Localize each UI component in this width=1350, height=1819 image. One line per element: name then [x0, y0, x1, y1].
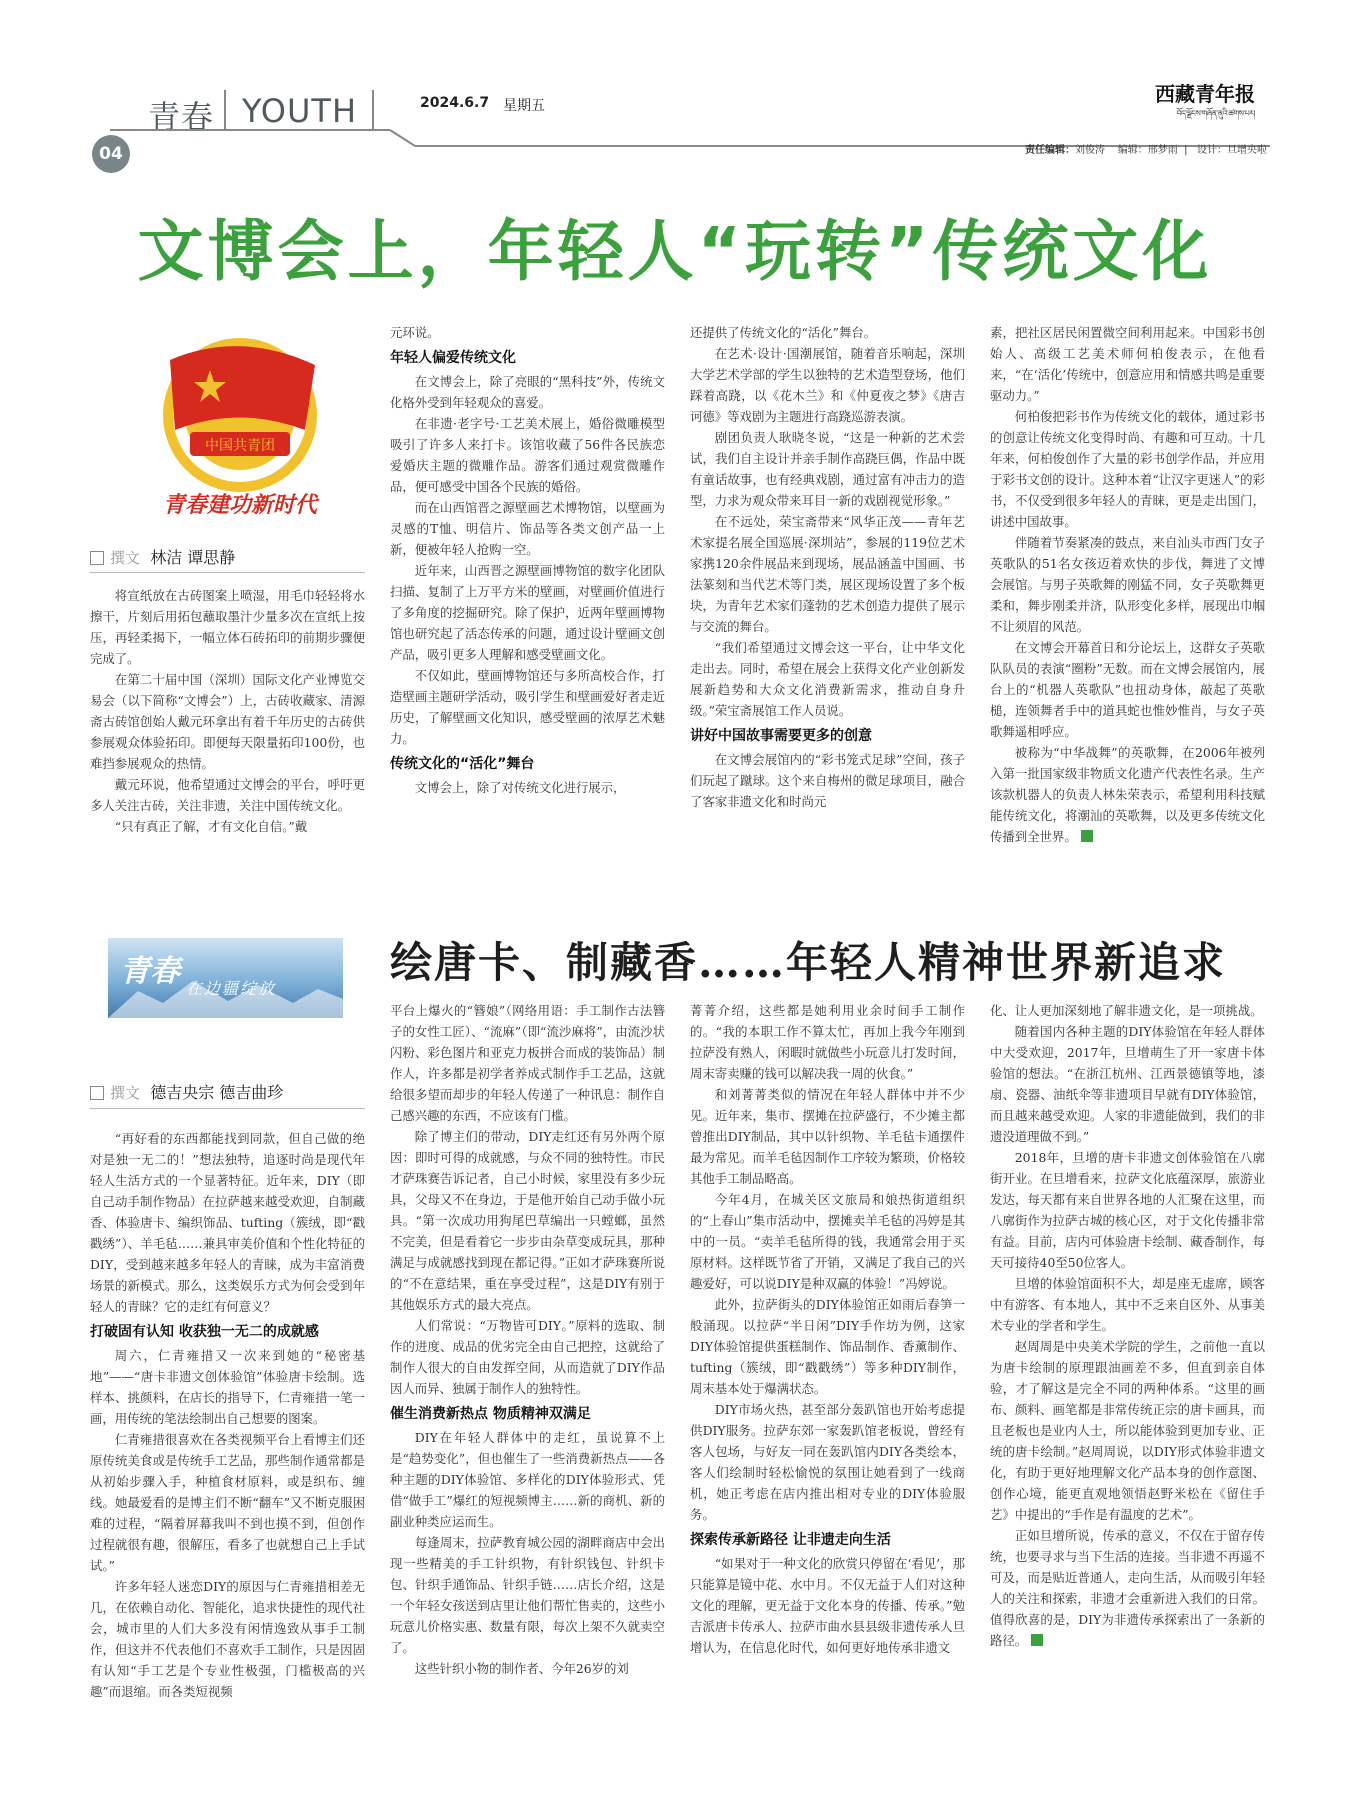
subheading: 年轻人偏爱传统文化	[390, 350, 516, 366]
article2-col4: 化、让人更加深刻地了解非遗文化，是一项挑战。 随着国内各种主题的DIY体验馆在年轻人群体中大受欢迎，2017年，旦增萌生了开一家唐卡体验馆的想法。“在浙江杭州、江西景德镇等地，漆扇、瓷器、油纸伞等非遗项目早就有DIY体验馆，而且越来越受欢迎。人家的非遗能做到，我们的非遗没道理做不到。” 2018年，旦增的唐卡非遗文创体验馆在八廓街开业。在旦增看来，拉萨文化底蕴深厚，旅游业发达，每天都有来自世界各地的人汇聚在这里，而八廓街作为拉萨古城的核心区，对于文化传播非常有益。目前，店内可体验唐卡绘制、藏香制作，每天可接待40至50位客人。 旦增的体验馆面积不大，却是座无虚席，顾客中有游客、有本地人，其中不乏来自区外、从事美术专业的学者和学生。 赵周周是中央美术学院的学生，之前他一直以为唐卡绘制的原理跟油画差不多，但直到亲自体验，才了解这是完全不同的两种体系。“这里的画布、颜料、画笔都是非常传统正宗的唐卡画具，而且老板也是业内人士，所以能体验到更加专业、正统的唐卡绘制。”赵周周说，以DIY形式体验非遗文化，有助于更好地理解文化产品本身的创作意图、创作心境，能更直观地领悟赵野米松在《留住手艺》中提出的“手作是有温度的艺术”。 正如旦增所说，传承的意义，不仅在于留存传统，也要寻求与当下生活的连接。当非遗不再遥不可及，而是贴近普通人，走向生活，从而吸引年轻人的关注和探索，非遗才会重新进入我们的日常。值得欣喜的是，DIY为非遗传承探索出了一条新的路径。	[990, 1003, 1265, 1648]
subheading: 探索传承新路径 让非遗走向生活	[690, 1532, 891, 1548]
article1-byline: 撰文 林洁 谭思静	[90, 545, 235, 568]
article2-headline: 绘唐卡、制藏香……年轻人精神世界新追求	[390, 938, 1227, 987]
logo-slogan: 青春建功新时代	[162, 492, 317, 518]
byline-rule	[90, 572, 365, 573]
credits: 责任编辑：刘俊涛 编辑：邢梦雨 | 设计：旦增央啦	[1025, 145, 1267, 156]
article1-col4: 素，把社区居民闲置微空间利用起来。中国彩书创始人、高级工艺美术师何柏俊表示，在他看来，“在‘活化’传统中，创意应用和情感共鸣是重要驱动力。” 何柏俊把彩书作为传统文化的载体，通过彩书的创意让传统文化变得时尚、有趣和可互动。十几年来，何柏俊创作了大量的彩书创学作品，并应用于彩书文创的设计。这种本着“让汉字更迷人”的彩书，不仅受到很多年轻人的青睐，更是走出国门，讲述中国故事。 伴随着节奏紧凑的鼓点，来自汕头市西门女子英歌队的51名女孩迈着欢快的步伐，舞进了文博会展馆。与男子英歌舞的刚猛不同，女子英歌舞更柔和，舞步刚柔并济，队形变化多样，展现出巾帼不让须眉的风范。 在文博会开幕首日和分论坛上，这群女子英歌队队员的表演“圈粉”无数。而在文博会展馆内，展台上的“机器人英歌队”也扭动身体，敲起了英歌槌，连领舞者手中的道具蛇也惟妙惟肖，与女子英歌舞遥相呼应。 被称为“中华战舞”的英歌舞，在2006年被列入第一批国家级非物质文化遗产代表性名录。生产该款机器人的负责人林朱荣表示，希望利用科技赋能传统文化，将潮汕的英歌舞，以及更多传统文化传播到全世界。	[990, 325, 1265, 844]
issue-weekday: 星期五	[503, 98, 545, 114]
subheading: 传统文化的“活化”舞台	[390, 756, 535, 772]
youth-league-logo	[130, 320, 350, 520]
subheading: 催生消费新热点 物质精神双满足	[390, 1406, 591, 1422]
section-name-en: YOUTH	[242, 92, 358, 130]
subheading: 打破固有认知 收获独一无二的成就感	[90, 1324, 319, 1340]
article2-col3: 菁菁介绍，这些都是她利用业余时间手工制作的。“我的本职工作不算太忙，再加上我今年刚到拉萨没有熟人，闲暇时就做些小玩意儿打发时间，周末寄卖赚的钱可以解决我一周的伙食。” 和刘菁菁类似的情况在年轻人群体中并不少见。近年来，集市、摆摊在拉萨盛行，不少摊主都曾推出DIY制品，其中以针织物、羊毛毡卡通摆件最为常见。而羊毛毡因制作工序较为繁琐，价格较其他手工制品略高。 今年4月，在城关区文旅局和娘热街道组织的“上春山”集市活动中，摆摊卖羊毛毡的冯婷是其中的一员。“卖羊毛毡所得的钱，我通常会用于买原材料。这样既节省了开销，又满足了我自己的兴趣爱好，可以说DIY是种双赢的体验！”冯婷说。 此外，拉萨街头的DIY体验馆正如雨后春笋一般涌现。以拉萨“半日闲”DIY手作坊为例，这家DIY体验馆提供蛋糕制作、饰品制作、香薰制作、tufting（簇绒，即“戳戳绣”）等多种DIY制作，周末基本处于爆满状态。 DIY市场火热，甚至部分轰趴馆也开始考虑提供DIY服务。拉萨东郊一家轰趴馆老板说，曾经有客人包场，与好友一同在轰趴馆内DIY各类绘本，客人们绘制时轻松愉悦的氛围让她看到了一线商机，她正考虑在店内推出相对专业的DIY体验服务。 探索传承新路径 让非遗走向生活 “如果对于一种文化的欣赏只停留在‘看见’，那只能算是镜中花、水中月。不仅无益于人们对这种文化的理解，更无益于文化本身的传播、传承。”勉吉派唐卡传承人、拉萨市曲水县县级非遗传承人旦增认为，在信息化时代，如何更好地传承非遗文	[690, 1003, 965, 1655]
header-divider	[224, 90, 226, 130]
svg-text:中国共青团: 中国共青团	[205, 438, 275, 454]
end-mark-icon	[1081, 830, 1093, 842]
section-name: 青春	[148, 98, 215, 136]
article1-col1: 将宣纸放在古砖图案上喷湿，用毛巾轻轻将水擦干，片刻后用拓包蘸取墨汁少量多次在宣纸上按压，再轻柔揭下，一幅立体石砖拓印的前期步骤便完成了。 在第二十届中国（深圳）国际文化产业博览交易会（以下简称“文博会”）上，古砖收藏家、清源斋古砖馆创始人戴元环拿出有着千年历史的古砖供参展观众体验拓印。即便每天限量拓印100份，也难挡参展观众的热情。 戴元环说，他希望通过文博会的平台，呼吁更多人关注古砖，关注非遗，关注中国传统文化。 “只有真正了解，才有文化自信。”戴	[90, 588, 365, 834]
article2-col2: 平台上爆火的“簪娘”（网络用语：手工制作古法簪子的女性工匠）、“流麻”（即“流沙麻将”，由流沙状闪粉、彩色图片和亚克力板拼合而成的装饰品）制作人，许多都是初学者养成式制作手工艺品，这就给很多望而却步的年轻人传递了一种讯息：制作自己感兴趣的东西，不应该有门槛。 除了博主们的带动，DIY走红还有另外两个原因：即时可得的成就感，与众不同的独特性。市民才萨珠赛告诉记者，自己小时候，家里没有多少玩具，父母又不在身边，于是他开始自己动手做小玩具。“第一次成功用狗尾巴草编出一只螳螂，虽然不完美，但是看着它一步步由杂草变成玩具，那种满足与成就感找到现在都记得。”正如才萨珠赛所说的“不在意结果，重在享受过程”，这是DIY有别于其他娱乐方式的最大亮点。 人们常说：“万物皆可DIY。”原料的选取、制作的进度、成品的优劣完全由自己把控，这就给了制作人很大的自由发挥空间，从而造就了DIY作品因人而异、独属于制作人的独特性。 催生消费新热点 物质精神双满足 DIY在年轻人群体中的走红，虽说算不上是“趋势变化”，但也催生了一些消费新热点——各种主题的DIY体验馆、多样化的DIY体验形式、凭借“做手工”爆红的短视频博主……新的商机、新的副业种类应运而生。 每逢周末，拉萨教育城公园的湖畔商店中会出现一些精美的手工针织物，有针织钱包、针织卡包、针织手通饰品、针织手链……店长介绍，这是一个年轻女孩送到店里让他们帮忙售卖的，这些小玩意儿价格实惠、数量有限，每次上架不久就卖空了。 这些针织小物的制作者、今年26岁的刘	[390, 1003, 665, 1676]
byline-rule	[90, 1108, 365, 1109]
article2-byline: 撰文 德吉央宗 德吉曲珍	[90, 1080, 283, 1103]
article1-headline: 文博会上，年轻人“玩转”传统文化	[137, 213, 1213, 290]
paper-name: 西藏青年报	[1155, 82, 1255, 106]
paper-name-tibetan: བོད་ལྗོངས་གཞོན་ནུའི་ཚགས་པར།	[1176, 109, 1255, 118]
youth-frontier-banner: 青春 在边疆绽放	[108, 938, 343, 1018]
page-number: 04	[92, 135, 130, 173]
article2-col1: “再好看的东西都能找到同款，但自己做的绝对是独一无二的！”想法独特，追逐时尚是现代年轻人生活方式的一个显著特征。近年来，DIY（即自己动手制作物品）在拉萨越来越受欢迎，自制藏香、体验唐卡、编织饰品、tufting（簇绒，即“戳戳绣”）、羊毛毡……兼具审美价值和个性化特征的DIY，受到越来越多年轻人的青睐，成为丰富消费场景的新模式。那么，这类娱乐方式为何会受到年轻人的青睐？它的走红有何意义？ 打破固有认知 收获独一无二的成就感 周六，仁青雍措又一次来到她的“秘密基地”——“唐卡非遗文创体验馆”体验唐卡绘制。选样本、挑颜料，在店长的指导下，仁青雍措一笔一画，用传统的笔法绘制出自己想要的图案。 仁青雍措很喜欢在各类视频平台上看博主们还原传统美食或是传统手工艺品，那些制作通常都是从初始步骤入手，种植食材原料，或是织布、缠线。她最爱看的是博主们不断“翻车”又不断克服困难的过程，“隔着屏幕我叫不到也摸不到，但创作过程就很有趣，很解压，看多了也就想自己上手试试。” 许多年轻人迷恋DIY的原因与仁青雍措相差无几，在依赖自动化、智能化，追求快捷性的现代社会，城市里的人们大多没有闲情逸致从事手工制作，但这并不代表他们不喜欢手工制作，只是因固有认知“手工艺是个专业性极强，门槛极高的兴趣”而退缩。而各类短视频	[90, 1131, 365, 1699]
subheading: 讲好中国故事需要更多的创意	[690, 728, 872, 744]
pen-icon	[90, 551, 104, 565]
article1-col2: 元环说。 年轻人偏爱传统文化 在文博会上，除了亮眼的“黑科技”外，传统文化格外受到年轻观众的喜爱。 在非遗·老字号·工艺美术展上，婚俗微雕模型吸引了许多人来打卡。该馆收藏了56件各民族恋爱婚庆主题的微雕作品。游客们通过观赏微雕作品，便可感受中国各个民族的婚俗。 而在山西馆晋之源壁画艺术博物馆，以壁画为灵感的T恤、明信片、饰品等各类文创产品一上新，便被年轻人抢购一空。 近年来，山西晋之源壁画博物馆的数字化团队扫描、复制了上万平方米的壁画，对壁画价值进行了多角度的挖掘研究。除了保护，近两年壁画博物馆也研究起了活态传承的问题，通过设计壁画文创产品，吸引更多人理解和感受壁画文化。 不仅如此，壁画博物馆还与多所高校合作，打造壁画主题研学活动，吸引学生和壁画爱好者走近历史，了解壁画文化知识，感受壁画的浓厚艺术魅力。 传统文化的“活化”舞台 文博会上，除了对传统文化进行展示，	[390, 325, 665, 795]
pen-icon	[90, 1086, 104, 1100]
end-mark-icon	[1031, 1634, 1043, 1646]
header-divider	[372, 90, 374, 130]
article1-col3: 还提供了传统文化的“活化”舞台。 在艺术·设计·国潮展馆，随着音乐响起，深圳大学艺术学部的学生以独特的艺术造型登场，他们踩着高跷，以《花木兰》和《仲夏夜之梦》《唐吉诃德》等戏剧为主题进行高跷巡游表演。 剧团负责人耿晓冬说，“这是一种新的艺术尝试，我们自主设计并亲手制作高跷巨偶，作品中既有童话故事，也有经典戏剧，通过富有冲击力的造型，力求为观众带来耳目一新的戏剧视觉形象。” 在不远处，荣宝斋带来“风华正茂——青年艺术家提名展全国巡展·深圳站”，参展的119位艺术家携120余件展品来到现场，展品涵盖中国画、书法篆刻和当代艺术等门类，展区现场设置了多个板块，为青年艺术家们蓬勃的艺术创造力提供了展示与交流的舞台。 “我们希望通过文博会这一平台，让中华文化走出去。同时，希望在展会上获得文化产业创新发展新趋势和大众文化消费新需求，推动自身升级。”荣宝斋展馆工作人员说。 讲好中国故事需要更多的创意 在文博会展馆内的“彩书笼式足球”空间，孩子们玩起了蹴球。这个来自梅州的微足球项目，融合了客家非遗文化和时尚元	[690, 325, 965, 809]
issue-date: 2024.6.7	[420, 95, 490, 111]
